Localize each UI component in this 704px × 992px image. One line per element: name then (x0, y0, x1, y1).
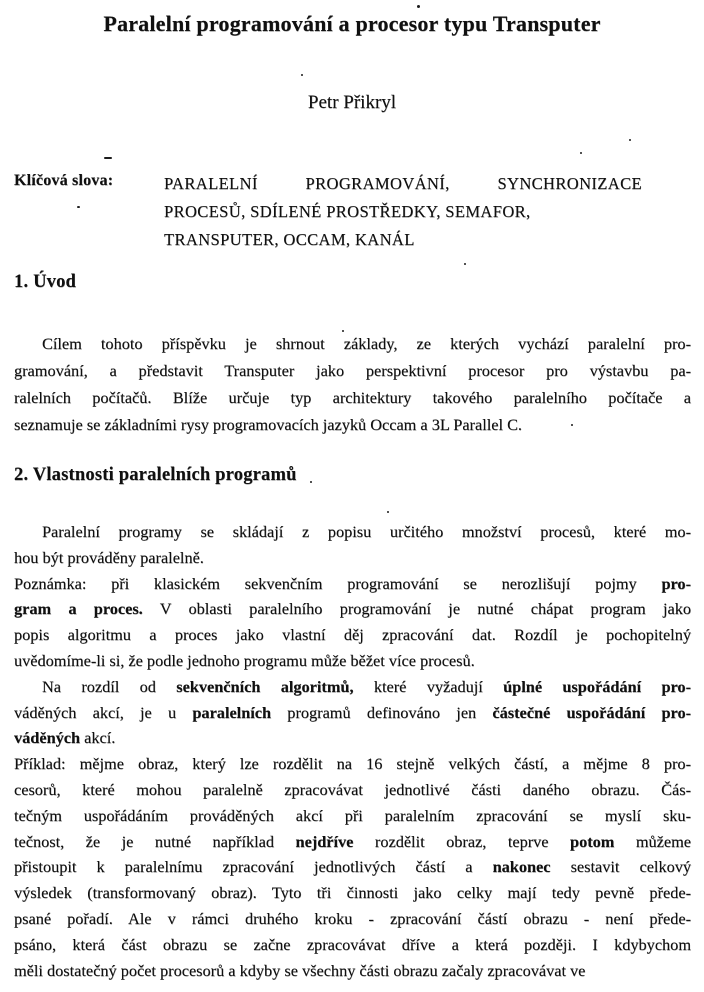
scan-speck (301, 74, 303, 76)
bold-text-run: gram a proces. (14, 599, 143, 619)
author-name: Petr Přikryl (307, 92, 397, 113)
scan-speck (387, 511, 389, 513)
text-run: uvědomíme-li si, že podle jednoho programu může běžet více procesů. (14, 650, 475, 670)
text-run: měli dostatečný počet procesorů a kdyby se všechny části obrazu začaly zpracovávat ve (14, 960, 586, 980)
text-run: psané pořadí. Ale v rámci druhého kroku - zpracování částí obrazu - není přede- (14, 908, 691, 928)
text-run: Paralelní programy se skládají z popisu určitého množství procesů, které mo- (42, 522, 691, 541)
document-title: Paralelní programování a procesor typu Transputer (103, 11, 601, 36)
text-run: tečným uspořádáním prováděných akcí při paralelním zpracování se myslí sku- (14, 805, 691, 825)
text-line (14, 751, 691, 777)
scan-speck (310, 481, 312, 483)
text-line (14, 596, 691, 622)
scan-speck (104, 157, 112, 159)
bold-text-run: úplné uspořádání pro- (503, 676, 691, 696)
text-run: Příklad: mějme obraz, který lze rozdělit na 16 stejně velkých částí, a mějme 8 pro- (14, 754, 691, 774)
bold-text-run: pro- (661, 573, 691, 593)
text-run: Na rozdíl od (42, 676, 177, 696)
scan-speck (571, 424, 573, 426)
section-body (14, 519, 691, 983)
text-run: výsledek (transformovaný obraz). Tyto tři činnosti jako celky mají tedy pevně přede- (14, 883, 691, 903)
section-heading: 2. Vlastnosti paralelních programů (14, 465, 297, 485)
text-run: váděných akcí, je u (14, 702, 193, 722)
text-line (14, 674, 691, 700)
text-line (14, 571, 691, 597)
section-heading: 1. Úvod (14, 272, 77, 292)
bold-text-run: částečné uspořádání pro- (492, 702, 692, 722)
text-run: psáno, která část obrazu se začne zpracovávat dříve a která později. I kdybychom (14, 934, 691, 954)
scan-speck (629, 139, 631, 141)
scan-speck (77, 206, 80, 208)
bold-text-run: potom (570, 831, 615, 851)
bold-text-run: nakonec (492, 857, 551, 877)
keywords-block (0, 170, 704, 262)
bold-text-run: váděných (14, 728, 81, 748)
scan-speck (417, 5, 420, 8)
text-run: ralelních počítačů. Blíže určuje typ architektury takového paralelního počítače a (14, 388, 691, 407)
keywords-line: TRANSPUTER, OCCAM, KANÁL (164, 230, 415, 249)
text-run: Cílem tohoto příspěvku je shrnout základy, ze kterých vychází paralelní pro- (42, 334, 691, 353)
text-line (14, 725, 691, 751)
text-run: akcí. (80, 728, 116, 748)
keywords-line: PROCESŮ, SDÍLENÉ PROSTŘEDKY, SEMAFOR, (164, 202, 531, 221)
text-line (14, 854, 691, 880)
section-body (14, 330, 691, 438)
text-line (14, 330, 691, 357)
text-line (14, 545, 691, 571)
text-line (14, 357, 691, 384)
text-line (14, 519, 691, 545)
text-line (14, 932, 691, 958)
text-line (14, 829, 691, 855)
text-line (14, 411, 691, 438)
text-run: seznamuje se základními rysy programovacích jazyků Occam a 3L Parallel C. (14, 415, 522, 434)
text-line (14, 958, 691, 984)
text-run: přistoupit k paralelnímu zpracování jednotlivých částí a (14, 857, 493, 877)
text-run: programů definováno jen (271, 702, 493, 722)
text-run: V oblasti paralelního programování je nutné chápat program jako (142, 599, 692, 619)
keywords-list (164, 170, 642, 254)
text-line (14, 648, 691, 674)
keywords-line: PARALELNÍ PROGRAMOVÁNÍ, SYNCHRONIZACE (164, 174, 642, 193)
text-run: gramování, a představit Transputer jako perspektivní procesor pro výstavbu pa- (14, 361, 691, 380)
text-run: sestavit celkový (550, 857, 692, 877)
bold-text-run: sekvenčních algoritmů, (176, 676, 354, 696)
text-run: Poznámka: při klasickém sekvenčním programování se nerozlišují pojmy (14, 573, 662, 593)
text-run: které vyžadují (353, 676, 504, 696)
scan-speck (464, 263, 466, 265)
bold-text-run: nejdříve (295, 831, 354, 851)
scan-speck (580, 152, 582, 154)
text-line (14, 700, 691, 726)
scan-speck (342, 330, 344, 332)
bold-text-run: paralelních (192, 702, 272, 722)
text-line (14, 777, 691, 803)
text-run: hou být prováděny paralelně. (14, 547, 204, 567)
text-run: tečnost, že je nutné například (14, 831, 296, 851)
text-run: rozdělit obraz, teprve (353, 831, 571, 851)
text-line (14, 622, 691, 648)
text-line (14, 384, 691, 411)
text-run: popis algoritmu a proces jako vlastní děj zpracování dat. Rozdíl je pochopitelný (14, 625, 691, 645)
text-run: cesorů, které mohou paralelně zpracovávat jednotlivé části daného obrazu. Čás- (14, 779, 691, 799)
text-line (14, 880, 691, 906)
keywords-label: Klíčová slova: (14, 172, 114, 189)
text-line (14, 906, 691, 932)
text-line (14, 803, 691, 829)
text-run: můžeme (614, 831, 692, 851)
